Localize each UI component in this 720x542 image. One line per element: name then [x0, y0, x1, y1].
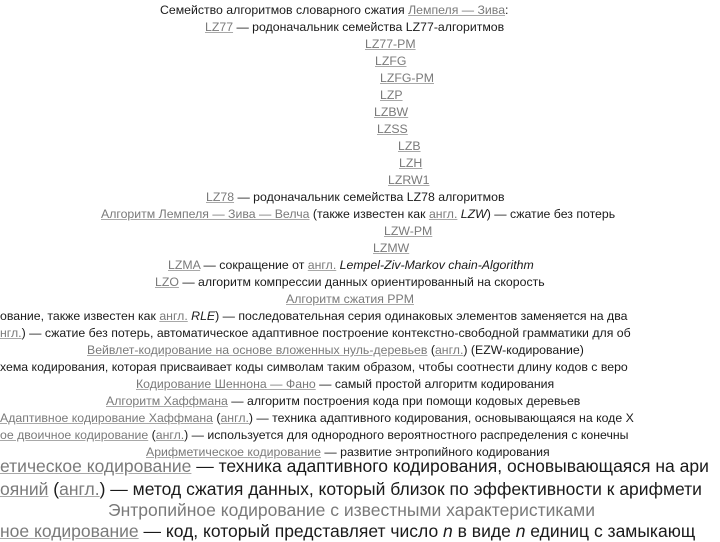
- english-link[interactable]: англ.: [155, 428, 185, 442]
- line-text: ) — метод сжатия данных, который близок по эффективности к арифмети: [99, 479, 702, 499]
- line-text: — техника адаптивного кодирования, основывающаяся на ари: [191, 456, 709, 476]
- lzma-link[interactable]: LZMA: [168, 258, 201, 272]
- lzrw1-link[interactable]: LZRW1: [388, 173, 430, 187]
- list-line: [0, 326, 631, 341]
- line-text: (: [427, 343, 435, 357]
- line-text: в виде: [452, 521, 516, 541]
- line-text: — алгоритм компрессии данных ориентированный на скорость: [178, 275, 545, 289]
- list-line: [205, 20, 504, 35]
- english-link[interactable]: англ.: [159, 309, 188, 323]
- list-line: [0, 428, 629, 443]
- lzmw-link[interactable]: LZMW: [373, 241, 410, 255]
- list-line: [365, 37, 416, 52]
- list-line: [101, 207, 615, 222]
- list-line: [0, 456, 709, 477]
- line-text: — самый простой алгоритм кодирования: [315, 377, 555, 391]
- list-line: [206, 190, 505, 205]
- list-line: [388, 173, 429, 188]
- adaptive-huffman-link[interactable]: Адаптивное кодирование Хаффмана: [0, 411, 213, 425]
- lzw-pm-link[interactable]: LZW-PM: [384, 224, 433, 238]
- line-text: n: [515, 521, 526, 541]
- ppm-link[interactable]: Алгоритм сжатия PPM: [286, 292, 414, 306]
- english-link[interactable]: англ.: [307, 258, 337, 272]
- list-line: [286, 292, 414, 307]
- english-link[interactable]: англ.: [220, 411, 249, 425]
- ezw-link[interactable]: Вейвлет-кодирование на основе вложенных нуль-деревьев: [87, 343, 428, 357]
- list-line: [373, 241, 409, 256]
- english-link[interactable]: англ.: [59, 479, 100, 499]
- line-text: ) — сжатие без потерь: [486, 207, 616, 221]
- binary-coding-link[interactable]: ое двоичное кодирование: [0, 428, 149, 442]
- line-text: (: [212, 411, 221, 425]
- line-text: — алгоритм построения кода при помощи кодовых деревьев: [227, 394, 581, 408]
- line-text: LZW: [457, 207, 487, 221]
- line-text: ) — последовательная серия одинаковых элементов заменяется на два: [215, 309, 628, 323]
- line-text: :: [505, 3, 509, 17]
- range-coding-link[interactable]: ояний: [0, 479, 49, 499]
- lz77-link[interactable]: LZ77: [205, 20, 234, 34]
- lzp-link[interactable]: LZP: [380, 88, 403, 102]
- english-link[interactable]: англ.: [428, 207, 458, 221]
- lzss-link[interactable]: LZSS: [377, 122, 408, 136]
- list-line: [0, 521, 695, 542]
- lz77-pm-link[interactable]: LZ77-PM: [365, 37, 416, 51]
- line-text: — родоначальник семейства LZ78 алгоритмов: [234, 190, 505, 204]
- list-line: [106, 394, 580, 409]
- english-link[interactable]: нгл.: [0, 326, 22, 340]
- list-line: [87, 343, 584, 358]
- lzb-link[interactable]: LZB: [398, 139, 421, 153]
- line-text: — развитие энтропийного кодирования: [320, 445, 550, 459]
- list-line: [377, 122, 408, 137]
- line-text: ование, также известен как: [0, 309, 160, 323]
- line-text: (: [48, 479, 60, 499]
- entropy-coding-link[interactable]: Энтропийное кодирование с известными характеристиками: [108, 500, 595, 520]
- shannon-fano-link[interactable]: Кодирование Шеннона — Фано: [136, 377, 316, 391]
- list-line: [0, 479, 702, 500]
- line-text: ) — используется для однородного вероятностного распределения с конечны: [184, 428, 629, 442]
- list-line: [168, 258, 534, 273]
- list-line: [384, 224, 432, 239]
- line-text: ) — сжатие без потерь, автоматическое адаптивное построение контекстно-свободной грамматики для об: [21, 326, 631, 340]
- line-text: Семейство алгоритмов словарного сжатия: [160, 3, 409, 17]
- lzw-link[interactable]: Алгоритм Лемпеля — Зива — Велча: [101, 207, 310, 221]
- line-text: (: [148, 428, 156, 442]
- line-text: — родоначальник семейства LZ77-алгоритмов: [233, 20, 505, 34]
- line-text: (также известен как: [309, 207, 429, 221]
- list-line: [0, 360, 628, 375]
- list-line: [380, 88, 403, 103]
- line-text: — сокращение от: [200, 258, 308, 272]
- list-line: [374, 105, 408, 120]
- line-text: ) (EZW-кодирование): [463, 343, 584, 357]
- lzo-link[interactable]: LZO: [155, 275, 179, 289]
- list-line: [375, 54, 406, 69]
- list-line: [380, 71, 434, 86]
- line-text: — код, который представляет число: [138, 521, 444, 541]
- lempel-ziv-link[interactable]: Лемпеля — Зива: [408, 3, 506, 17]
- adaptive-arithmetic-link[interactable]: етическое кодирование: [0, 456, 192, 476]
- list-line: [0, 309, 627, 324]
- unary-coding-link[interactable]: ное кодирование: [0, 521, 139, 541]
- line-text: хема кодирования, которая присваивает коды символам таким образом, чтобы соотнести длину кодов с веро: [0, 360, 628, 374]
- huffman-link[interactable]: Алгоритм Хаффмана: [106, 394, 228, 408]
- line-text: Lempel-Ziv-Markov chain-Algorithm: [336, 258, 534, 272]
- lzh-link[interactable]: LZH: [399, 156, 423, 170]
- lzfg-link[interactable]: LZFG: [375, 54, 407, 68]
- list-line: [399, 156, 422, 171]
- line-text: единиц с замыкающ: [525, 521, 696, 541]
- lz78-link[interactable]: LZ78: [206, 190, 235, 204]
- list-line: [160, 3, 508, 18]
- line-text: RLE: [187, 309, 216, 323]
- list-line: [155, 275, 545, 290]
- list-line: [108, 500, 595, 521]
- list-line: [0, 411, 634, 426]
- arithmetic-coding-link[interactable]: Арифметическое кодирование: [146, 445, 321, 459]
- english-link[interactable]: англ.: [434, 343, 464, 357]
- lzfg-pm-link[interactable]: LZFG-PM: [380, 71, 434, 85]
- list-line: [136, 377, 554, 392]
- line-text: ) — техника адаптивного кодирования, основывающаяся на коде Х: [248, 411, 634, 425]
- list-line: [398, 139, 421, 154]
- line-text: n: [443, 521, 453, 541]
- lzbw-link[interactable]: LZBW: [374, 105, 409, 119]
